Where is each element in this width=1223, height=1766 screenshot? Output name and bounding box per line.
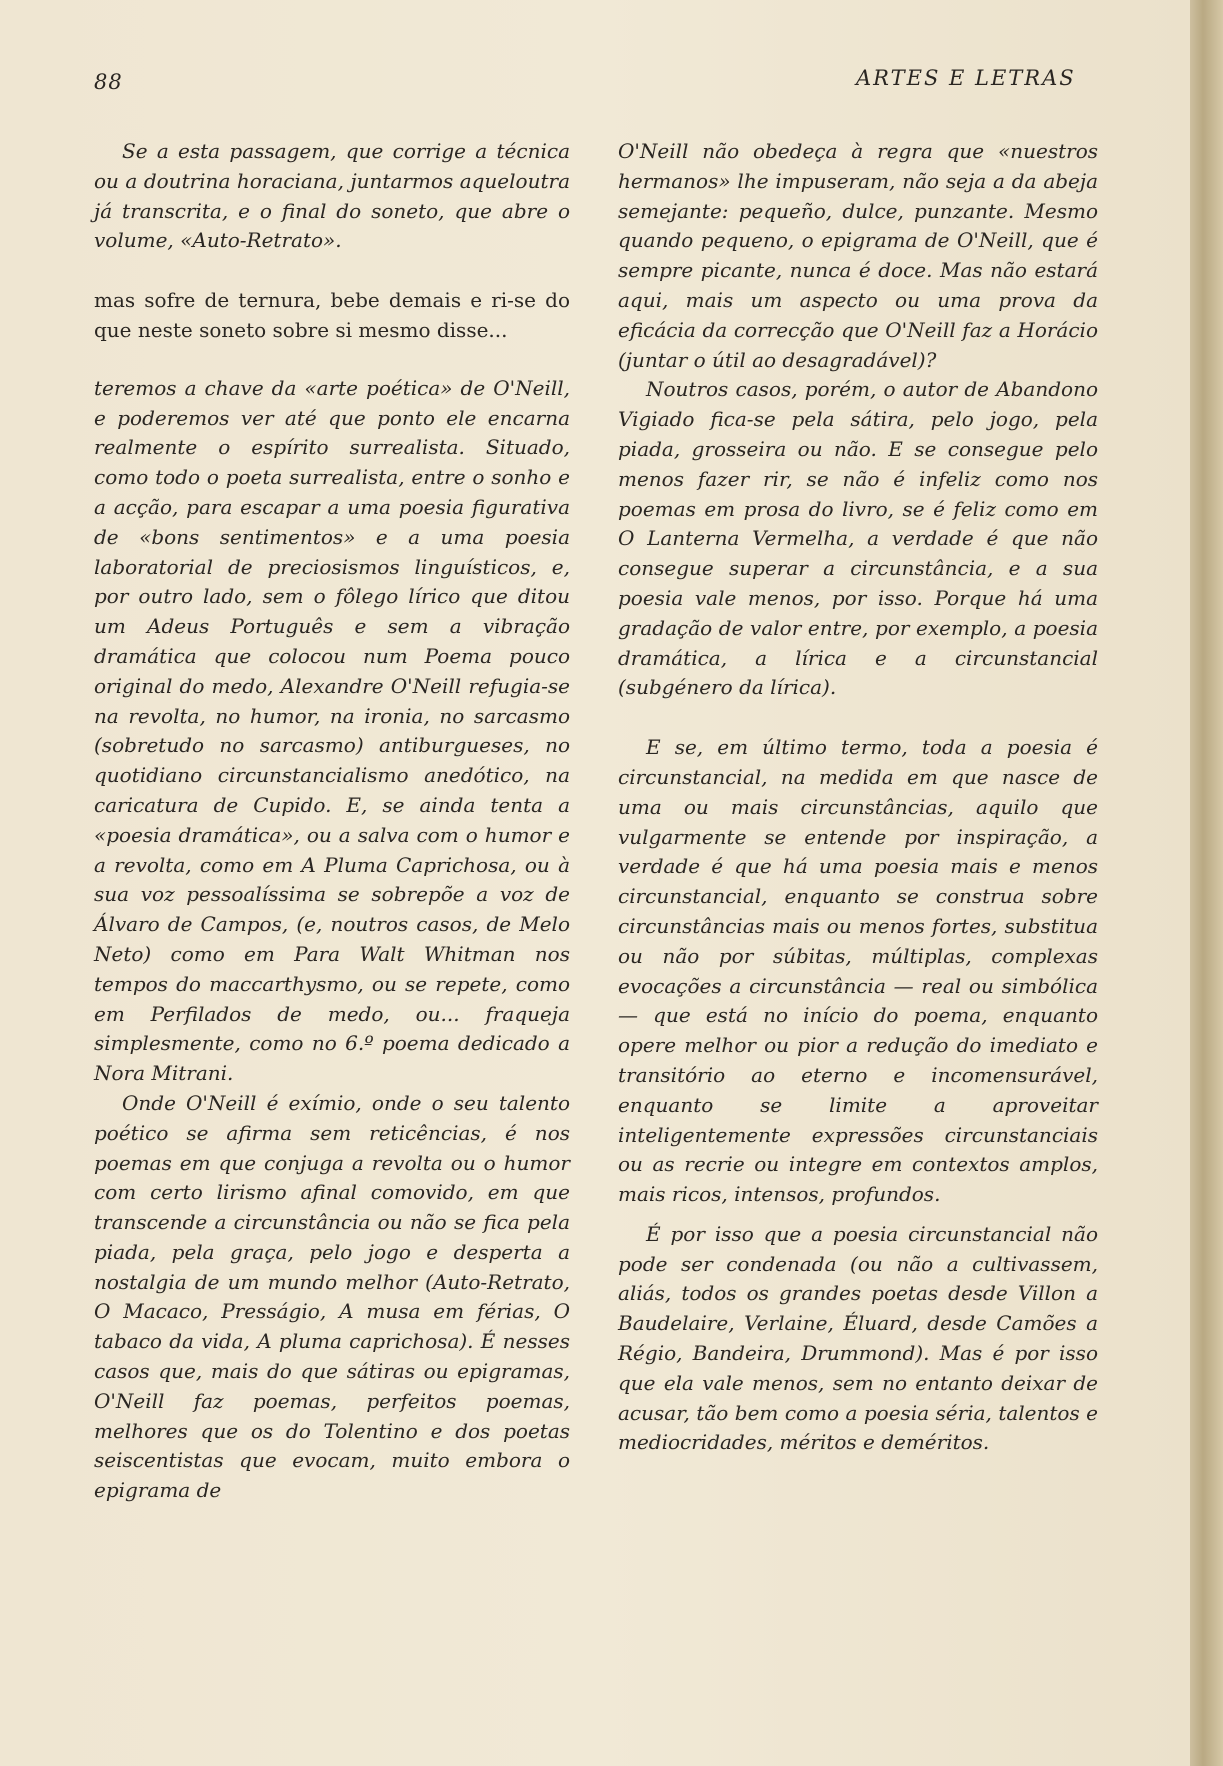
quoted-verse: mas sofre de ternura, bebe demais e ri-se do que neste soneto sobre si mesmo disse... <box>94 288 570 342</box>
running-title: ARTES E LETRAS <box>856 66 1076 90</box>
paragraph-onde-oneill: Onde O'Neill é exímio, onde o seu talento poético se afirma sem reticências, é nos poemas em que conjuga a revolta ou o humor com certo lirismo afinal comovido, em que transcende a circunstância ou não se fica pela piada, pela graça, pelo jogo e desperta a nostalgia de um mundo melhor (Auto-Retrato, O Macaco, Presságio, A musa em férias, O tabaco da vida, A pluma caprichosa). É nesses casos que, mais do que sátiras ou epigramas, O'Neill faz poemas, perfeitos poemas, melhores que os do Tolentino e dos poetas seiscentistas que evocam, muito embora o epigrama de <box>94 1090 570 1503</box>
paragraph-circunstancial: E se, em último termo, toda a poesia é circunstancial, na medida em que nasce de uma ou mais circunstâncias, aquilo que vulgarmente se entende por inspiração, a verdade é que há uma poesia mais e menos circunstancial, enquanto se construa sobre circunstâncias mais ou menos fortes, substitua ou não por súbitas, múltiplas, complexas evocações a circunstância — real ou simbólica — que está no início do poema, enquanto opere melhor ou pior a redução do imediato e transitório ao eterno e incomensurável, enquanto se limite a aproveitar inteligentemente expressões circunstanciais ou as recrie ou integre em contextos amplos, mais ricos, intensos, profundos. <box>618 735 1098 1207</box>
paragraph-continuation: O'Neill não obedeça à regra que «nuestros hermanos» lhe impuseram, não seja a da abeja semejante: pequeño, dulce, punzante. Mesmo quando pequeno, o epigrama de O'Neill, que é sempre picante, nunca é doce. Mas não estará aqui, mais um aspecto ou uma prova da eficácia da correcção que O'Neill faz a Horácio (juntar o útil ao desagradável)? <box>618 139 1098 372</box>
page-edge <box>1190 0 1223 1766</box>
paragraph-noutros-casos: Noutros casos, porém, o autor de Abandono Vigiado fica-se pela sátira, pelo jogo, pela piada, grosseira ou não. E se consegue pelo menos fazer rir, se não é infeliz como nos poemas em prosa do livro, se é feliz como em O Lanterna Vermelha, a verdade é que não consegue superar a circunstância, e a sua poesia vale menos, por isso. Porque há uma gradação de valor entre, por exemplo, a poesia dramática, a lírica e a circunstancial (subgénero da lírica). <box>618 377 1098 700</box>
paragraph-conclusion: É por isso que a poesia circunstancial não pode ser condenada (ou não a cultivassem, aliás, todos os grandes poetas desde Villon a Baudelaire, Verlaine, Éluard, desde Camões a Régio, Bandeira, Drummond). Mas é por isso que ela vale menos, sem no entanto deixar de acusar, tão bem como a poesia séria, talentos e mediocridades, méritos e deméritos. <box>618 1221 1098 1455</box>
paragraph-arte-poetica: teremos a chave da «arte poética» de O'Neill, e poderemos ver até que ponto ele encarna realmente o espírito surrealista. Situado, como todo o poeta surrealista, entre o sonho e a acção, para escapar a uma poesia figurativa de «bons sentimentos» e a uma poesia laboratorial de preciosismos linguísticos, e, por outro lado, sem o fôlego lírico que ditou um Adeus Português e sem a vibração dramática que colocou num Poema pouco original do medo, Alexandre O'Neill refugia-se na revolta, no humor, na ironia, no sarcasmo (sobretudo no sarcasmo) antiburgueses, no quotidiano circunstancialismo anedótico, na caricatura de Cupido. E, se ainda tenta a «poesia dramática», ou a salva com o humor e a revolta, como em A Pluma Caprichosa, ou à sua voz pessoalíssima se sobrepõe a voz de Álvaro de Campos, (e, noutros casos, de Melo Neto) como em Para Walt Whitman nos tempos do maccarthysmo, ou se repete, como em Perfilados de medo, ou... fraqueja simplesmente, como no 6.º poema dedicado a Nora Mitrani. <box>94 375 570 1086</box>
paragraph-intro: Se a esta passagem, que corrige a técnica ou a doutrina horaciana, juntarmos aqueloutra já transcrita, e o final do soneto, que abre o volume, «Auto-Retrato». <box>94 139 570 253</box>
page-number: 88 <box>94 70 123 94</box>
right-column <box>618 137 1098 1458</box>
left-column <box>94 137 570 1506</box>
